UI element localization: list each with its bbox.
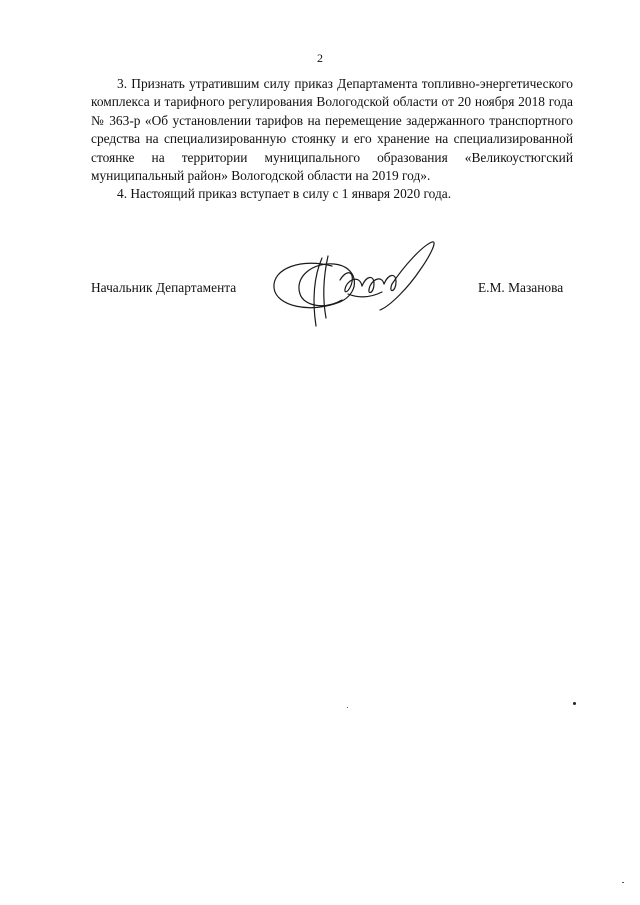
handwritten-signature	[262, 236, 440, 336]
scan-speck	[622, 882, 624, 883]
scan-speck	[347, 707, 348, 708]
page-number: 2	[317, 51, 323, 65]
document-body	[91, 75, 573, 204]
signatory-position: Начальник Департамента	[91, 280, 237, 295]
scan-speck	[573, 702, 576, 705]
paragraph-3: 3. Признать утратившим силу приказ Департамента топливно-энергетического комплекса и тарифного регулирования Вологодской области от 20 ноября 2018 года № 363-р «Об установлении тарифов на перемещение задержанного транспортного средства на специализированную стоянку и его хранение на специализированной стоянке на территории муниципального образования «Великоустюгский муниципальный район» Вологодской области на 2019 год».	[91, 76, 573, 184]
paragraph-4: 4. Настоящий приказ вступает в силу с 1 января 2020 года.	[117, 186, 452, 202]
signatory-name: Е.М. Мазанова	[478, 280, 564, 295]
